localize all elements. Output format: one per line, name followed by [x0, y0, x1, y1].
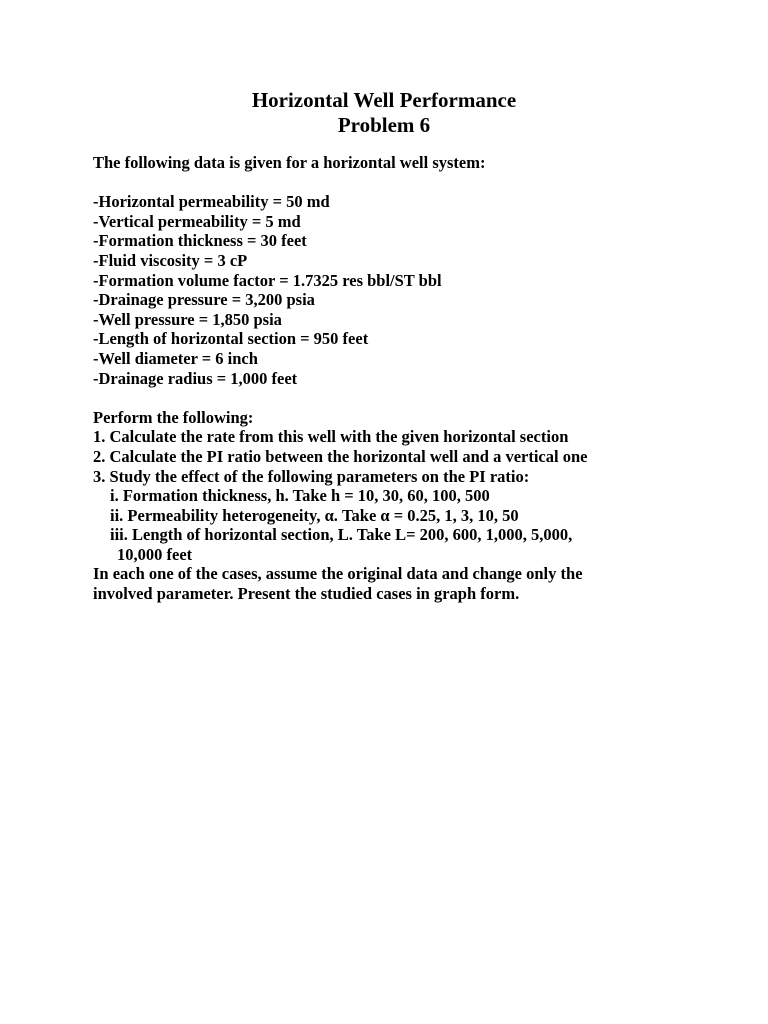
data-item: -Fluid viscosity = 3 cP — [93, 250, 248, 270]
data-item: -Drainage pressure = 3,200 psia — [93, 290, 315, 310]
data-item: -Horizontal permeability = 50 md — [93, 192, 330, 212]
task-item: 2. Calculate the PI ratio between the horizontal well and a vertical one — [93, 446, 588, 466]
tasks-heading: Perform the following: — [93, 407, 254, 427]
data-list — [93, 192, 713, 388]
data-item: -Formation thickness = 30 feet — [93, 231, 307, 251]
subtask-item: ii. Permeability heterogeneity, α. Take α = 0.25, 1, 3, 10, 50 — [110, 505, 519, 525]
document-body — [93, 153, 713, 604]
page-title: Horizontal Well Performance — [251, 88, 517, 112]
spacer — [93, 388, 713, 408]
intro-text: The following data is given for a horizontal well system: — [93, 153, 486, 172]
data-item: -Formation volume factor = 1.7325 res bbl/ST bbl — [93, 270, 442, 290]
task-list — [93, 427, 713, 564]
closing-text: involved parameter. Present the studied cases in graph form. — [93, 584, 520, 604]
subtask-item: iii. Length of horizontal section, L. Take L= 200, 600, 1,000, 5,000, — [110, 525, 573, 545]
title-block — [0, 88, 768, 138]
data-item: -Well pressure = 1,850 psia — [93, 309, 282, 329]
spacer — [93, 173, 713, 193]
task-item: 1. Calculate the rate from this well with the given horizontal section — [93, 427, 569, 447]
data-item: -Drainage radius = 1,000 feet — [93, 368, 298, 388]
data-item: -Well diameter = 6 inch — [93, 348, 258, 368]
data-item: -Length of horizontal section = 950 feet — [93, 329, 369, 349]
subtask-continuation: 10,000 feet — [117, 544, 193, 564]
data-item: -Vertical permeability = 5 md — [93, 211, 301, 231]
page-subtitle: Problem 6 — [337, 113, 431, 137]
subtask-item: i. Formation thickness, h. Take h = 10, 30, 60, 100, 500 — [110, 486, 490, 506]
task-item: 3. Study the effect of the following parameters on the PI ratio: — [93, 466, 530, 486]
closing-text: In each one of the cases, assume the original data and change only the — [93, 564, 583, 584]
